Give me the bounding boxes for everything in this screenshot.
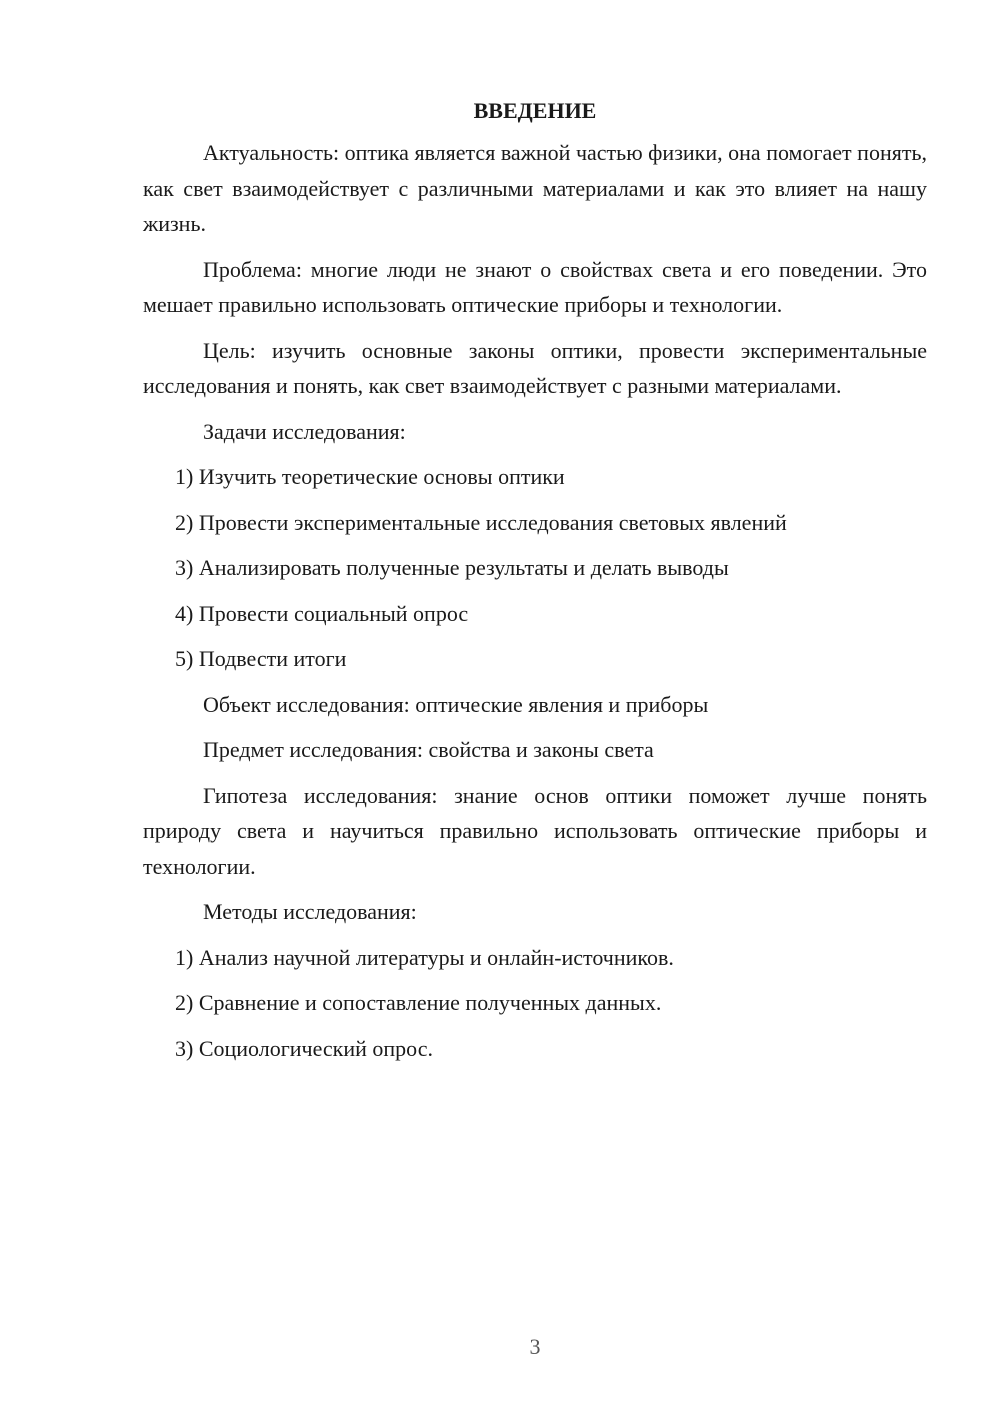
task-item: 1) Изучить теоретические основы оптики (175, 464, 565, 489)
method-item: 3) Социологический опрос. (175, 1035, 433, 1061)
tasks-heading: Задачи исследования: (203, 418, 406, 444)
method-item: 1) Анализ научной литературы и онлайн-источников. (175, 944, 674, 970)
method-item: 2) Сравнение и сопоставление полученных данных. (175, 990, 662, 1015)
subject-paragraph: Предмет исследования: свойства и законы света (203, 737, 654, 762)
document-body (143, 93, 927, 1076)
methods-list (143, 940, 927, 1067)
hypothesis-paragraph: Гипотеза исследования: знание основ оптики поможет лучше понять природу света и научиться правильно использовать оптические приборы и технологии. (143, 782, 927, 879)
relevance-paragraph: Актуальность: оптика является важной частью физики, она помогает понять, как свет взаимодействует с различными материалами и как это влияет на нашу жизнь. (143, 140, 927, 236)
object-paragraph: Объект исследования: оптические явления и приборы (203, 691, 709, 717)
task-item: 3) Анализировать полученные результаты и делать выводы (175, 555, 729, 580)
goal-paragraph: Цель: изучить основные законы оптики, провести экспериментальные исследования и понять, как свет взаимодействует с разными материалами. (143, 337, 927, 398)
task-item: 5) Подвести итоги (175, 646, 347, 671)
methods-heading: Методы исследования: (203, 899, 417, 924)
task-item: 4) Провести социальный опрос (175, 600, 469, 626)
task-item: 2) Провести экспериментальные исследования световых явлений (175, 509, 787, 535)
section-title: ВВЕДЕНИЕ (473, 98, 597, 123)
tasks-list (143, 459, 927, 677)
page-number: 3 (529, 1334, 541, 1359)
problem-paragraph: Проблема: многие люди не знают о свойствах света и его поведении. Это мешает правильно использовать оптические приборы и технологии. (143, 256, 927, 317)
